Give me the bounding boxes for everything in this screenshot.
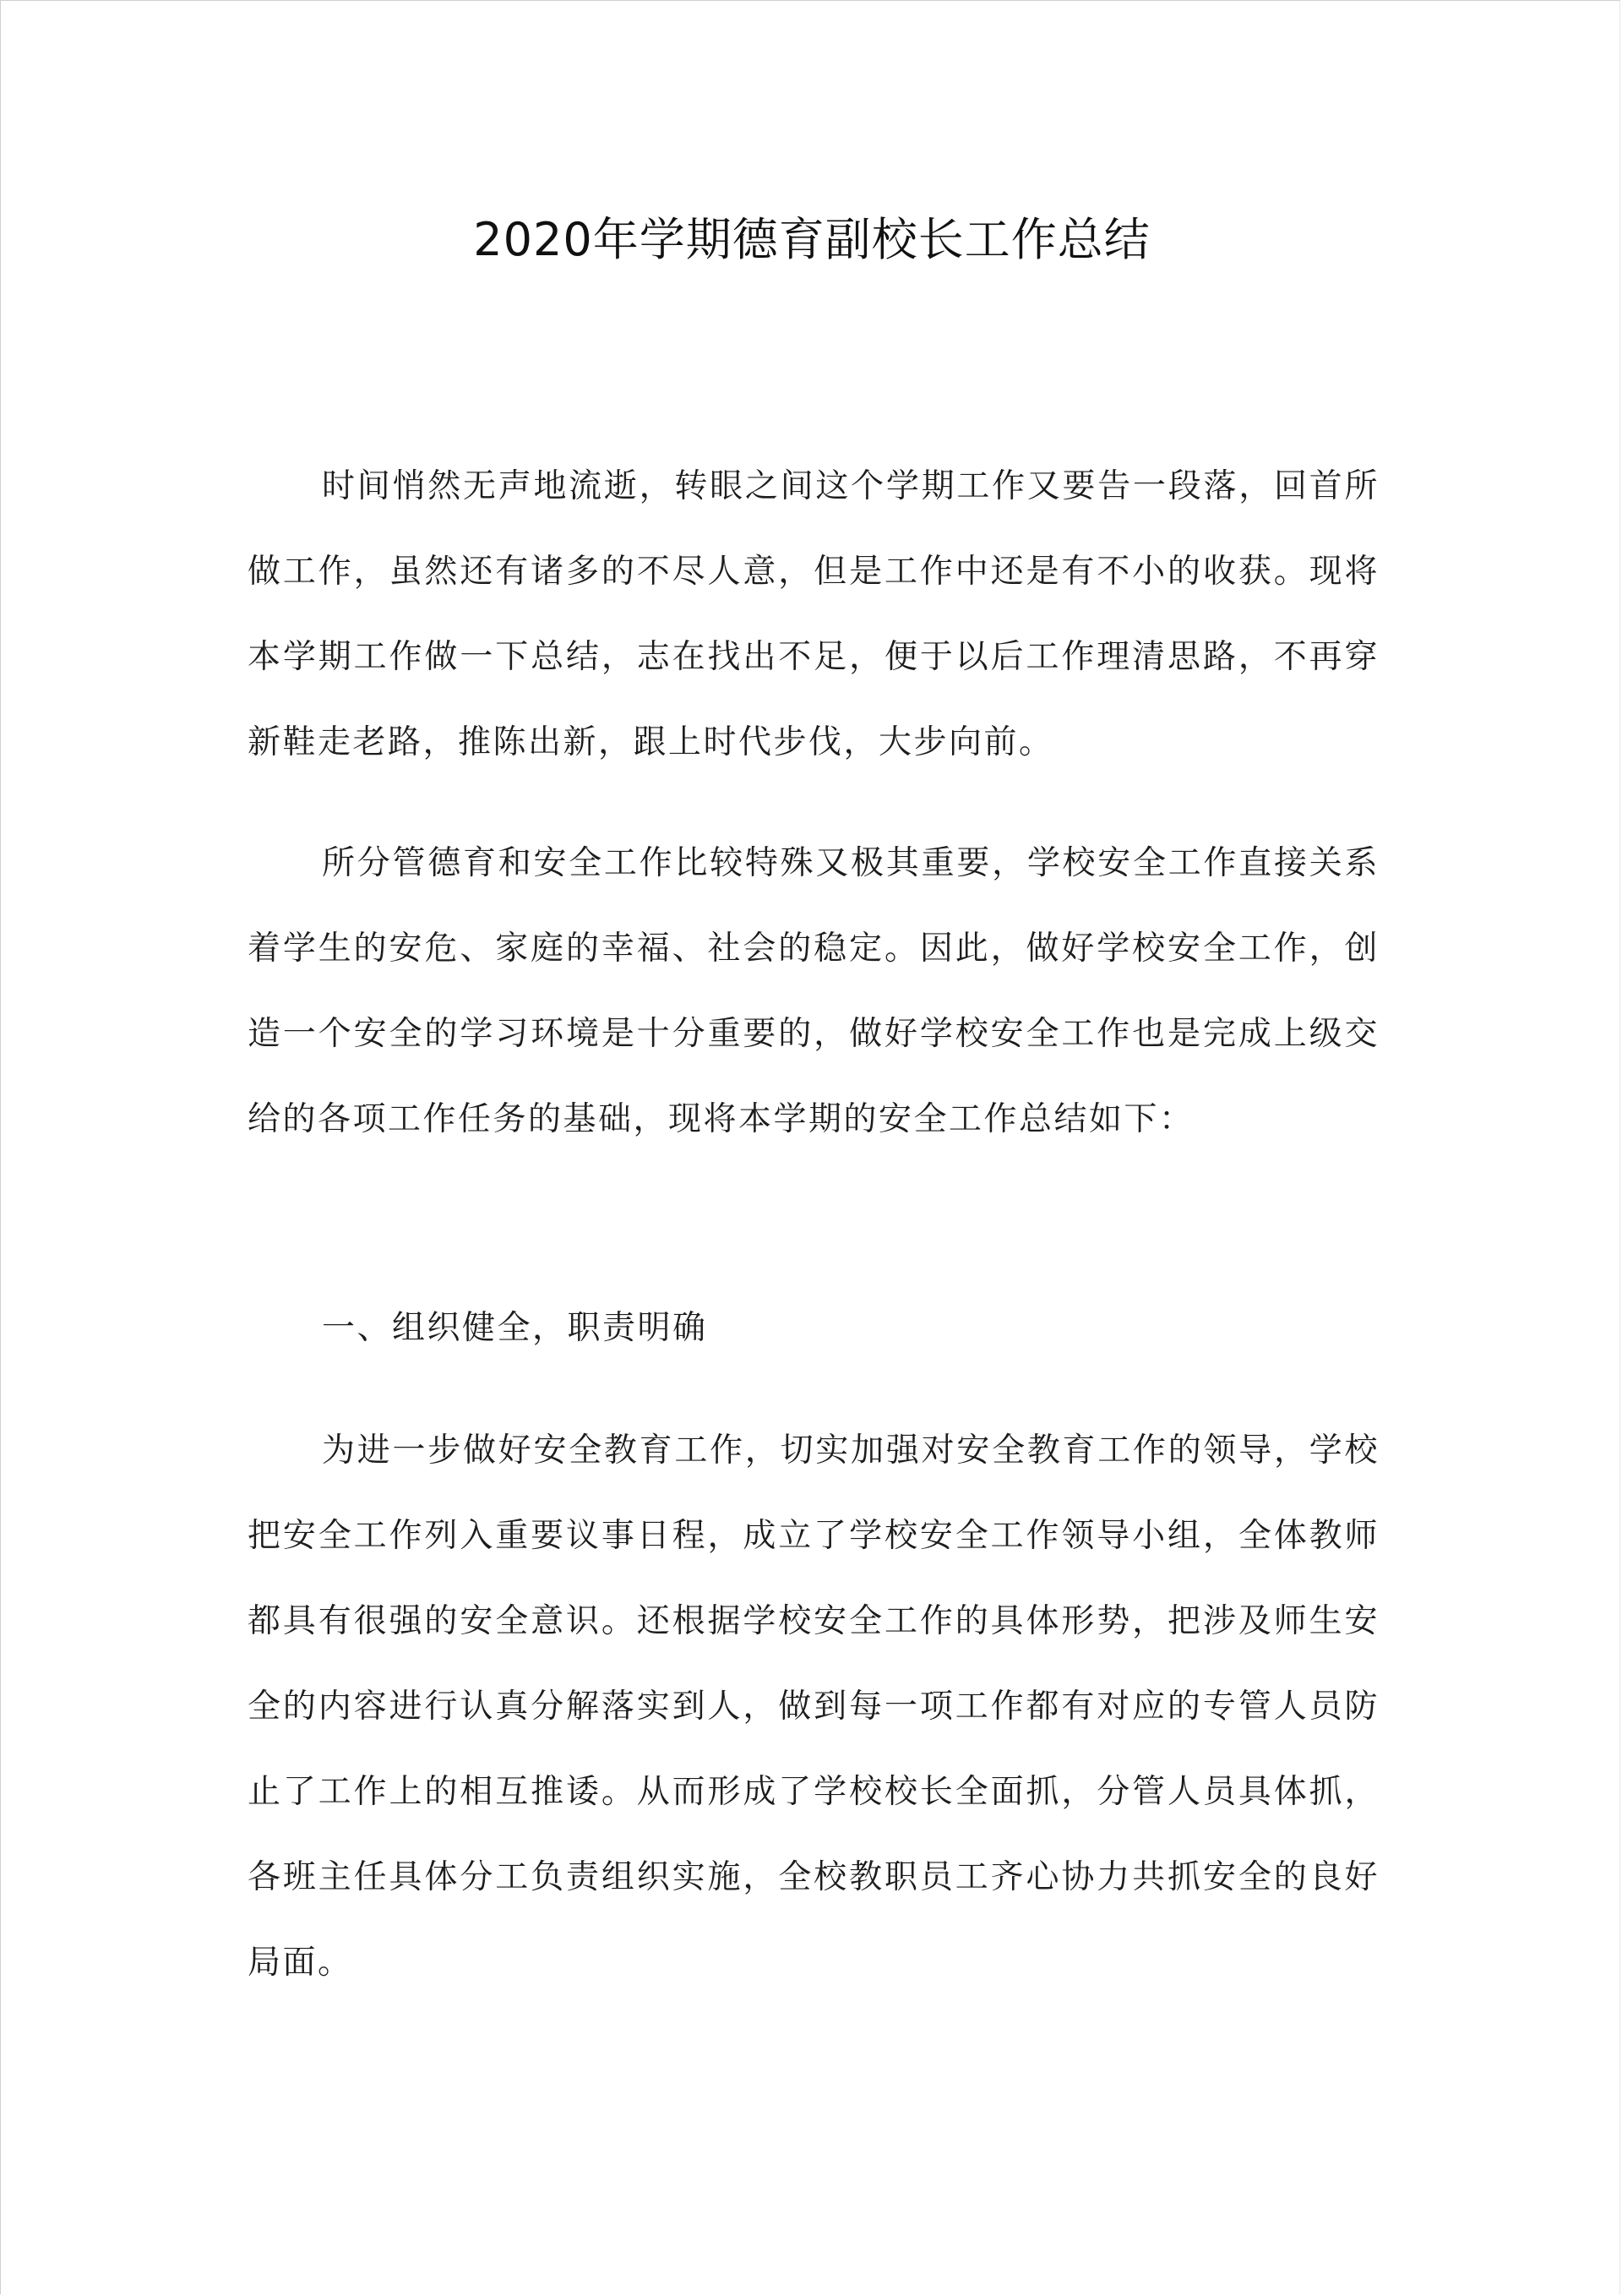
section-heading-organization: 一、组织健全，职责明确 bbox=[322, 1309, 708, 1347]
document-title: 2020年学期德育副校长工作总结 bbox=[473, 213, 1151, 266]
paragraph-intro: 时间悄然无声地流逝，转眼之间这个学期工作又要告一段落，回首所做工作，虽然还有诸多的不尽人意，但是工作中还是有不小的收获。现将本学期工作做一下总结，志在找出不足，便于以后工作理清思路，不再穿新鞋走老路，推陈出新，跟上时代步伐，大步向前。 bbox=[248, 467, 1380, 761]
paragraph-safety-importance: 所分管德育和安全工作比较特殊又极其重要，学校安全工作直接关系着学生的安危、家庭的幸福、社会的稳定。因此，做好学校安全工作，创造一个安全的学习环境是十分重要的，做好学校安全工作也是完成上级交给的各项工作任务的基础，现将本学期的安全工作总结如下： bbox=[248, 844, 1380, 1138]
paragraph-organization: 为进一步做好安全教育工作，切实加强对安全教育工作的领导，学校把安全工作列入重要议事日程，成立了学校安全工作领导小组，全体教师都具有很强的安全意识。还根据学校安全工作的具体形势，把涉及师生安全的内容进行认真分解落实到人，做到每一项工作都有对应的专管人员防止了工作上的相互推诿。从而形成了学校校长全面抓，分管人员具体抓，各班主任具体分工负责组织实施，全校教职员工齐心协力共抓安全的良好局面。 bbox=[248, 1432, 1380, 1982]
